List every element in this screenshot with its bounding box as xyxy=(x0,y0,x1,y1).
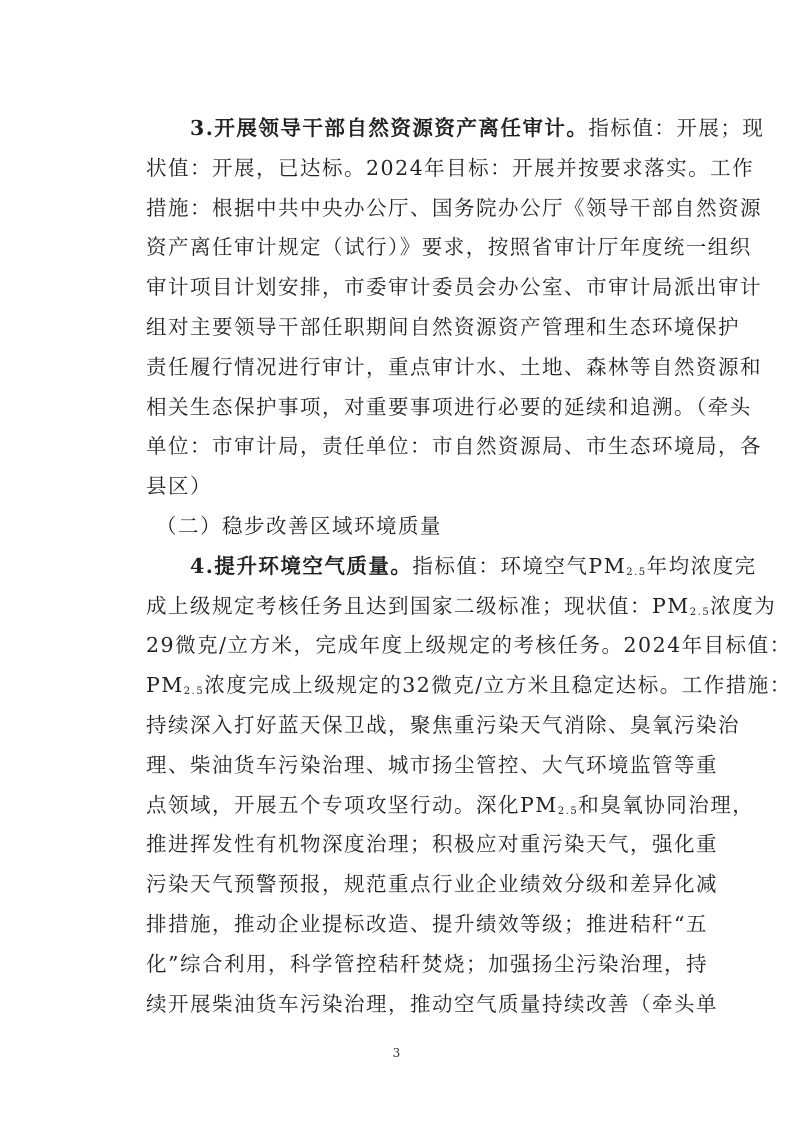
paragraph-3-line-2: 状值：开展，已达标。2024年目标：开展并按要求落实。工作 xyxy=(146,155,755,180)
paragraph-4-line-11: 化”综合利用，科学管控秸秆焚烧；加强扬尘污染治理，持 xyxy=(146,951,708,976)
paragraph-4-line-1: 4.提升环境空气质量。指标值：环境空气$PM_{2.5}$年均浓度完 xyxy=(190,553,757,578)
paragraph-4-line-9: 污染天气预警预报，规范重点行业企业绩效分级和差异化减 xyxy=(146,872,718,897)
paragraph-4-line-7: 点领域，开展五个专项攻坚行动。深化$PM_{2.5}$和臭氧协同治理， xyxy=(146,792,755,817)
page-number: 3 xyxy=(392,1046,401,1060)
paragraph-3-line-6: 组对主要领导干部任职期间自然资源资产管理和生态环境保护 xyxy=(146,314,740,339)
paragraph-3-line-7: 责任履行情况进行审计，重点审计水、土地、森林等自然资源和 xyxy=(146,354,762,379)
paragraph-4-line-8: 推进挥发性有机物深度治理；积极应对重污染天气，强化重 xyxy=(146,832,718,857)
paragraph-4-line-4: $PM_{2.5}$浓度完成上级规定的32微克/立方米且稳定达标。工作措施： xyxy=(146,673,792,698)
paragraph-3-line-8: 相关生态保护事项，对重要事项进行必要的延续和追溯。（牵头 xyxy=(146,394,752,419)
paragraph-4-line-3: 29微克/立方米，完成年度上级规定的考核任务。2024年目标值： xyxy=(146,633,792,658)
paragraph-3-line-10: 县区） xyxy=(146,474,212,499)
paragraph-4-line-2: 成上级规定考核任务且达到国家二级标准；现状值：$PM_{2.5}$浓度为 xyxy=(146,593,777,618)
section-heading-2: （二）稳步改善区域环境质量 xyxy=(156,513,442,538)
paragraph-3-line-9: 单位：市审计局，责任单位：市自然资源局、市生态环境局，各 xyxy=(146,434,762,459)
paragraph-4-line-12: 续开展柴油货车污染治理，推动空气质量持续改善（牵头单 xyxy=(146,991,718,1016)
item-3-heading: 3.开展领导干部自然资源资产离任审计。 xyxy=(190,116,589,140)
paragraph-4-line-10: 排措施，推动企业提标改造、提升绩效等级；推进秸秆“五 xyxy=(146,911,708,936)
paragraph-3-line-4: 资产离任审计规定（试行）》要求，按照省审计厅年度统一组织 xyxy=(146,235,752,260)
paragraph-3-line-1: 3.开展领导干部自然资源资产离任审计。指标值：开展；现 xyxy=(190,116,765,140)
paragraph-4-line-5: 持续深入打好蓝天保卫战，聚焦重污染天气消除、臭氧污染治 xyxy=(146,712,740,737)
paragraph-4-line-6: 理、柴油货车污染治理、城市扬尘管控、大气环境监管等重 xyxy=(146,752,718,777)
paragraph-3-line-5: 审计项目计划安排，市委审计委员会办公室、市审计局派出审计 xyxy=(146,275,762,300)
item-4-heading: 4.提升环境空气质量。 xyxy=(190,553,413,578)
body-text xyxy=(146,109,792,1024)
paragraph-3-line-3: 措施：根据中共中央办公厅、国务院办公厅《领导干部自然资源 xyxy=(146,195,762,220)
